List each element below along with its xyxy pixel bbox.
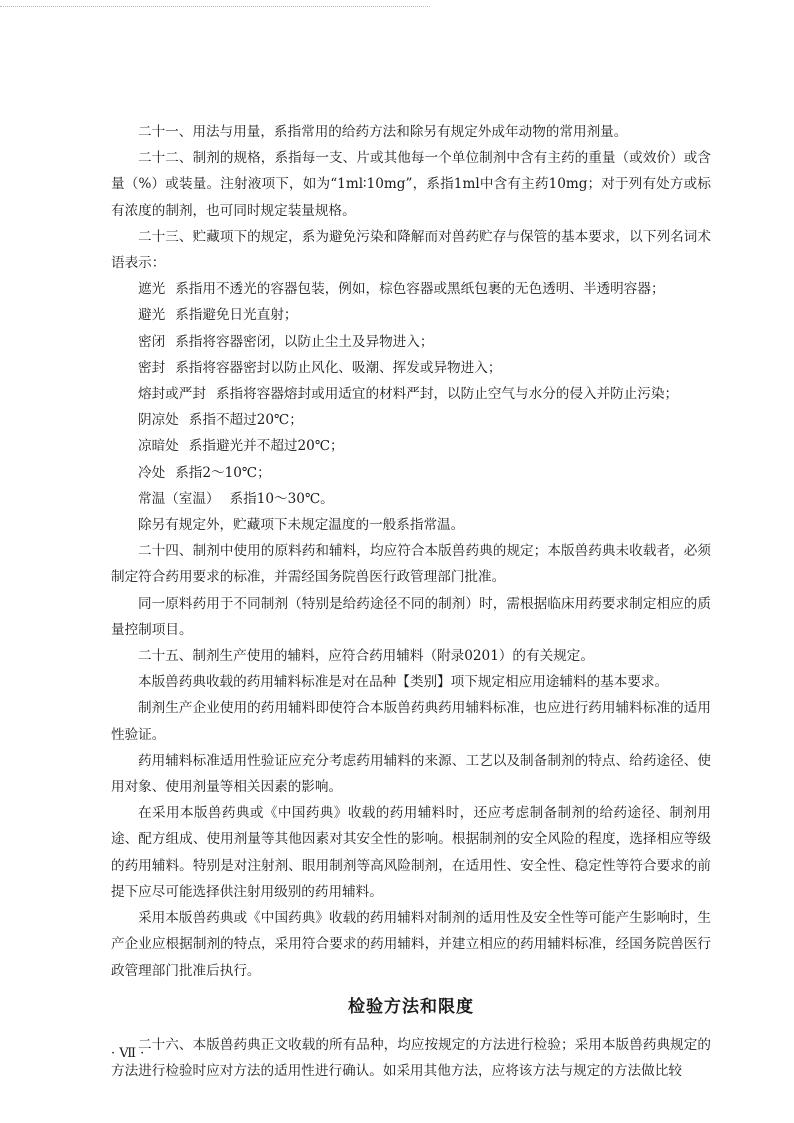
term-name: 遮光	[138, 281, 166, 298]
term-desc: 系指避光并不超过20℃；	[188, 438, 344, 455]
term-name: 常温（室温）	[138, 490, 220, 507]
term-desc: 系指10～30℃。	[229, 490, 334, 507]
term-name: 冷处	[138, 464, 166, 481]
paragraph: 药用辅料标准适用性验证应充分考虑药用辅料的来源、工艺以及制备制剂的特点、给药途径、使用对象、使用剂量等相关因素的影响。	[111, 752, 711, 796]
term-desc: 系指避免日光直射；	[175, 307, 298, 324]
term-desc: 系指不超过20℃；	[188, 412, 303, 429]
paragraph: 二十五、制剂生产使用的辅料，应符合药用辅料（附录0201）的有关规定。	[138, 648, 594, 665]
storage-term	[111, 486, 711, 512]
storage-term	[111, 355, 711, 381]
term-name: 密闭	[138, 333, 166, 350]
top-rule	[0, 6, 430, 7]
paragraph: 二十二、制剂的规格，系指每一支、片或其他每一个单位制剂中含有主药的重量（或效价）或含量（%）或装量。注射液项下，如为“1ml∶10mg”，系指1ml中含有主药10mg；对于列有处方或标有浓度的制剂，也可同时规定装量规格。	[111, 150, 711, 219]
paragraph: 二十四、制剂中使用的原料药和辅料，均应符合本版兽药典的规定；本版兽药典未收载者，必须制定符合药用要求的标准，并需经国务院兽医行政管理部门批准。	[111, 543, 711, 586]
paragraph: 二十一、用法与用量，系指常用的给药方法和除另有规定外成年动物的常用剂量。	[138, 124, 628, 140]
term-desc: 系指用不透光的容器包装，例如，棕色容器或黑纸包裹的无色透明、半透明容器；	[175, 281, 665, 298]
paragraph: 采用本版兽药典或《中国药典》收载的药用辅料对制剂的适用性及安全性等可能产生影响时，生产企业应根据制剂的特点，采用符合要求的药用辅料，并建立相应的药用辅料标准，经国务院兽医行政管理部门批准后执行。	[111, 910, 711, 979]
paragraph: 除另有规定外，贮藏项下未规定温度的一般系指常温。	[138, 517, 465, 534]
paragraph: 二十六、本版兽药典正文收载的所有品种，均应按规定的方法进行检验；采用本版兽药典规定的方法进行检验时应对方法的适用性进行确认。如采用其他方法，应将该方法与规定的方法做比较	[111, 1036, 711, 1079]
page-number: · Ⅶ ·	[111, 1046, 145, 1061]
term-desc: 系指将容器熔封或用适宜的材料严封，以防止空气与水分的侵入并防止污染；	[215, 386, 679, 403]
term-name: 凉暗处	[138, 438, 179, 455]
page-content	[111, 119, 711, 1084]
storage-term	[111, 276, 711, 302]
storage-term	[111, 460, 711, 486]
paragraph: 二十三、贮藏项下的规定，系为避免污染和降解而对兽药贮存与保管的基本要求，以下列名词术语表示：	[111, 228, 711, 272]
section-title: 检验方法和限度	[348, 996, 474, 1017]
term-name: 密封	[138, 359, 166, 376]
storage-term	[111, 433, 711, 459]
paragraph: 制剂生产企业使用的药用辅料即使符合本版兽药典药用辅料标准，也应进行药用辅料标准的适用性验证。	[111, 700, 711, 743]
term-desc: 系指2～10℃；	[175, 464, 271, 481]
term-name: 避光	[138, 307, 166, 324]
paragraph: 本版兽药典收载的药用辅料标准是对在品种【类别】项下规定相应用途辅料的基本要求。	[138, 674, 669, 691]
storage-term	[111, 381, 711, 407]
storage-term-list	[111, 276, 711, 512]
storage-term	[111, 302, 711, 328]
term-name: 熔封或严封	[138, 386, 206, 403]
storage-term	[111, 329, 711, 355]
term-name: 阴凉处	[138, 412, 179, 429]
paragraph: 同一原料药用于不同制剂（特别是给药途径不同的制剂）时，需根据临床用药要求制定相应的质量控制项目。	[111, 595, 711, 638]
paragraph: 在采用本版兽药典或《中国药典》收载的药用辅料时，还应考虑制备制剂的给药途径、制剂用途、配方组成、使用剂量等其他因素对其安全性的影响。根据制剂的安全风险的程度，选择相应等级的药用辅料。特别是对注射剂、眼用制剂等高风险制剂，在适用性、安全性、稳定性等符合要求的前提下应尽可能选择供注射用级别的药用辅料。	[111, 805, 711, 900]
term-desc: 系指将容器密封以防止风化、吸潮、挥发或异物进入；	[175, 359, 502, 376]
storage-term	[111, 407, 711, 433]
term-desc: 系指将容器密闭，以防止尘土及异物进入；	[175, 333, 434, 350]
